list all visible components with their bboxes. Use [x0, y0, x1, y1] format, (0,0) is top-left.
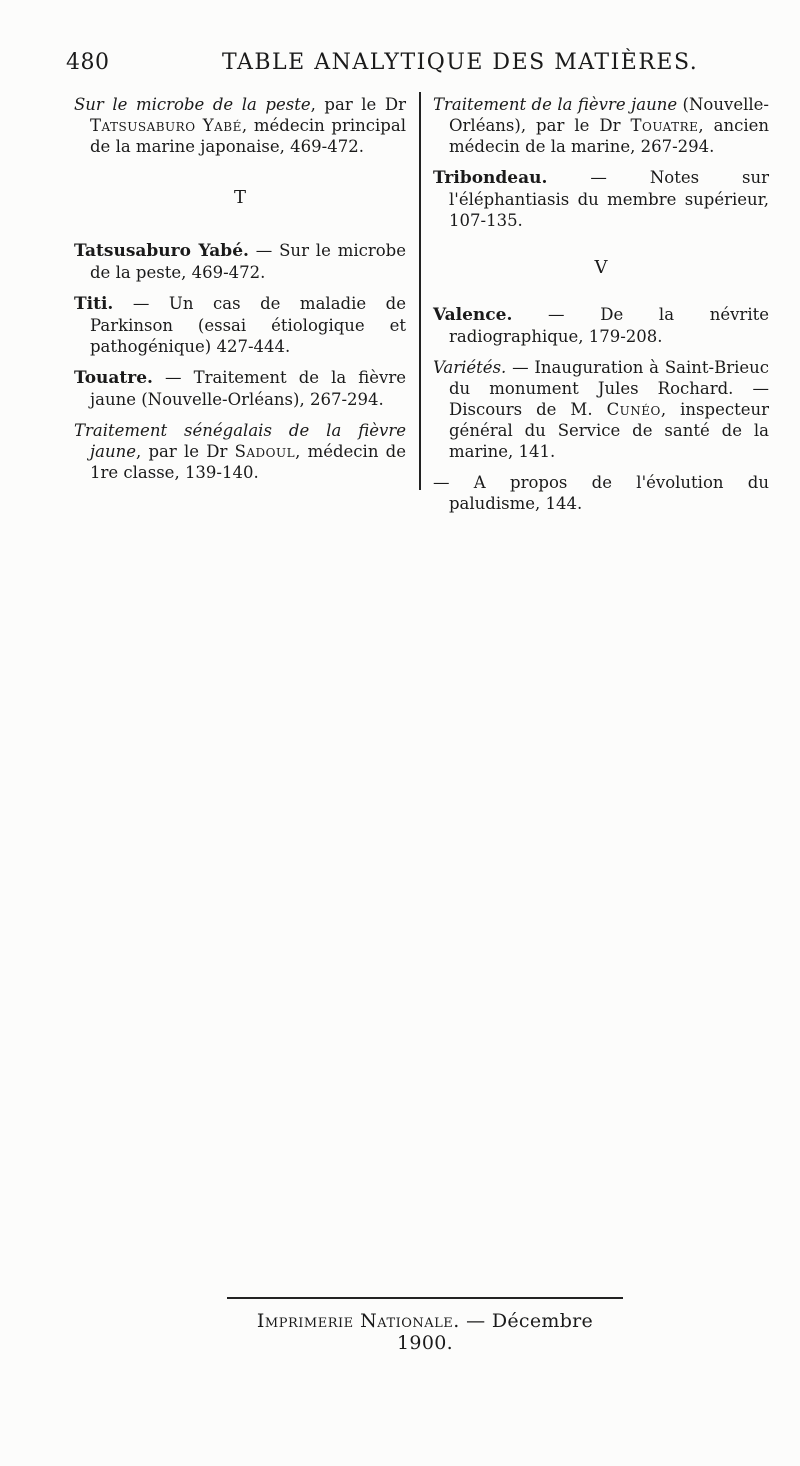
page-header	[66, 50, 736, 84]
footer-rule	[227, 1297, 623, 1299]
index-entry-traitement-senegalais: Traitement sénégalais de la fièvre jaune, par le Dr Sadoul, médecin de 1re classe, 139-140.	[74, 421, 406, 482]
index-entry-paludisme: — A propos de l'évolution du paludisme, 144.	[433, 473, 769, 513]
section-letter-t: T	[233, 187, 246, 208]
index-entry-touatre: Touatre. — Traitement de la fièvre jaune (Nouvelle-Orléans), 267-294.	[74, 368, 406, 409]
right-column	[433, 94, 769, 524]
printer-name: Imprimerie Nationale.	[256, 1310, 460, 1332]
index-entry-tribondeau: Tribondeau. — Notes sur l'éléphantiasis du membre supérieur, 107-135.	[433, 168, 769, 230]
running-title: TABLE ANALYTIQUE DES MATIÈRES.	[222, 50, 699, 75]
index-entry-microbe-peste: Sur le microbe de la peste, par le Dr Tatsusaburo Yabé, médecin principal de la marine japonaise, 469-472.	[74, 95, 406, 156]
index-entry-titi: Titi. — Un cas de maladie de Parkinson (essai étiologique et pathogénique) 427-444.	[74, 294, 406, 356]
index-entry-varietes: Variétés. — Inauguration à Saint-Brieuc du monument Jules Rochard. — Discours de M. Cunéo, inspecteur général du Service de santé de la marine, 141.	[433, 358, 769, 461]
page-number: 480	[66, 50, 110, 75]
print-date: — Décembre 1900.	[397, 1310, 594, 1354]
index-entry-traitement-fievre-jaune: Traitement de la fièvre jaune (Nouvelle-Orléans), par le Dr Touatre, ancien médecin de la marine, 267-294.	[433, 95, 769, 156]
index-entry-tatsusaburo: Tatsusaburo Yabé. — Sur le microbe de la peste, 469-472.	[74, 241, 407, 282]
column-divider	[419, 92, 421, 490]
imprint-footer	[227, 1310, 623, 1354]
left-column	[74, 94, 406, 493]
section-letter-v: V	[594, 257, 608, 278]
index-entry-valence: Valence. — De la névrite radiographique, 179-208.	[433, 305, 769, 346]
